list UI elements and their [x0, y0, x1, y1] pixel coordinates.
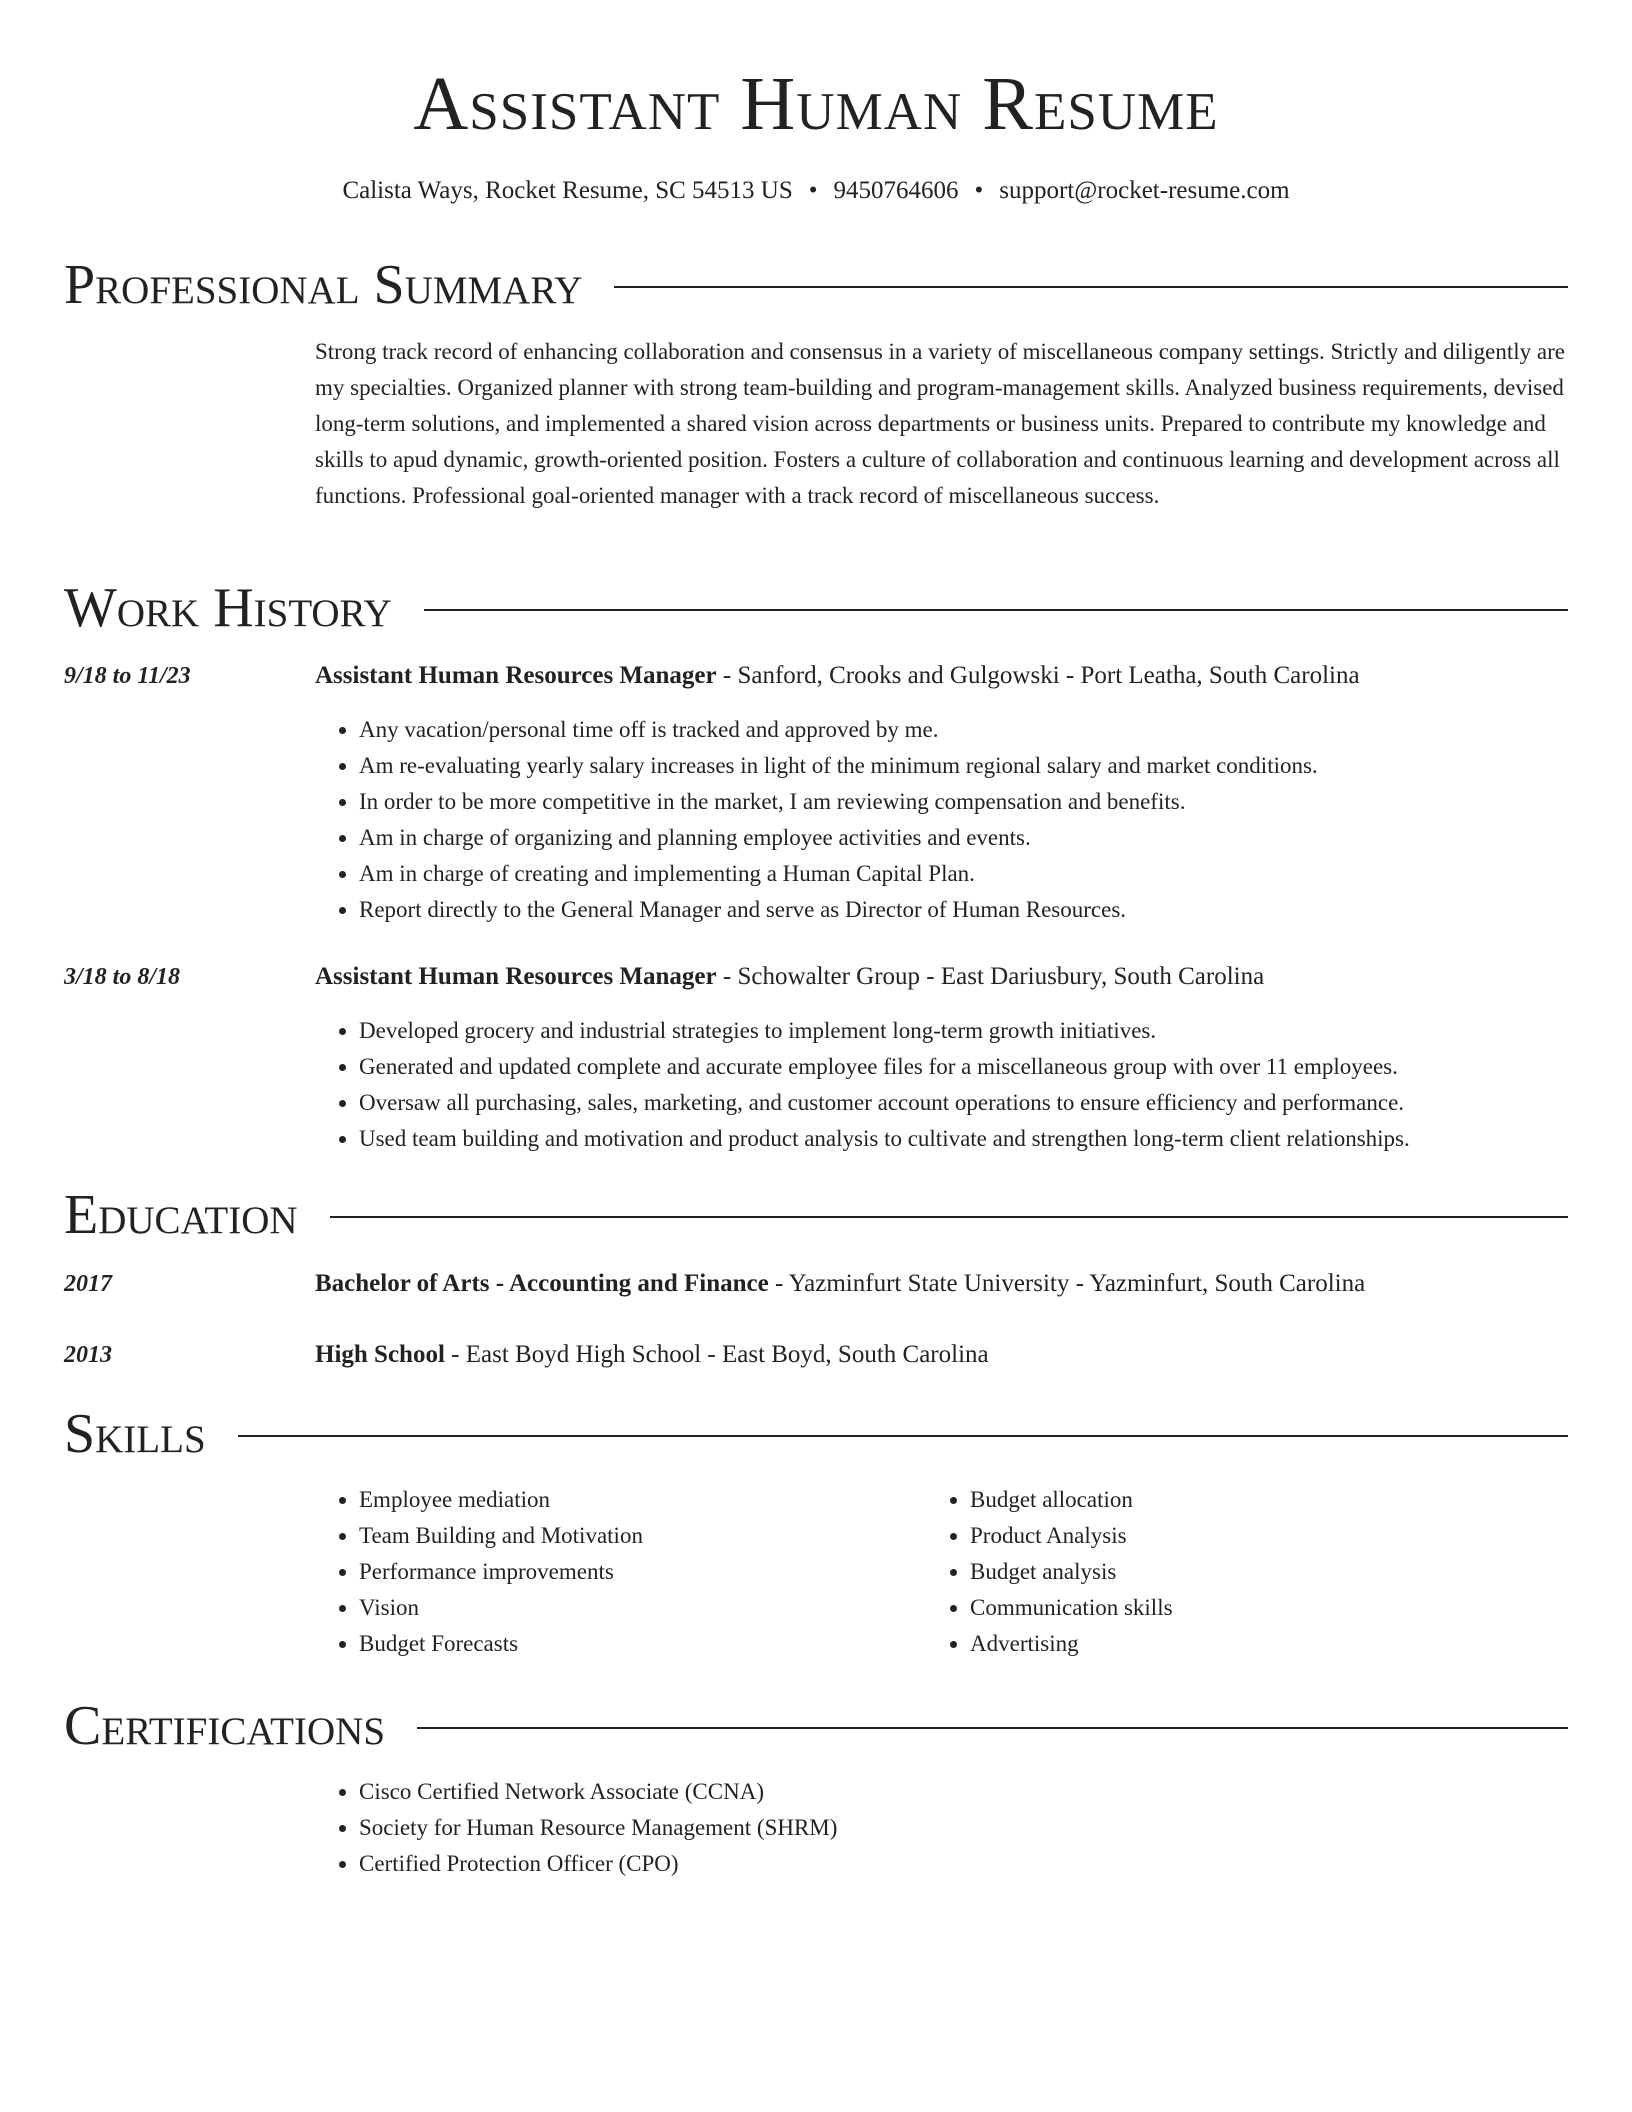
list-item: • Am re-evaluating yearly salary increases in light of the minimum regional salary and market conditions. — [359, 748, 1318, 784]
list-item: • Oversaw all purchasing, sales, marketing, and customer account operations to ensure efficiency and performance. — [359, 1085, 1410, 1121]
job-2-bullets — [315, 1013, 1410, 1157]
job-2-heading — [315, 961, 1570, 993]
education-2-year: 2013 — [64, 1342, 112, 1368]
certification-item: • Certified Protection Officer (CPO) — [359, 1846, 837, 1882]
summary-section-header — [64, 253, 1568, 317]
contact-line — [0, 175, 1632, 207]
job-2-details: - Schowalter Group - East Dariusbury, South Carolina — [716, 963, 1265, 990]
education-1-details: - Yazminfurt State University - Yazminfurt, South Carolina — [768, 1270, 1366, 1297]
education-2-details: - East Boyd High School - East Boyd, South Carolina — [444, 1341, 989, 1368]
skill-item: • Advertising — [970, 1626, 1173, 1662]
section-divider — [417, 1727, 1568, 1729]
job-1-title: Assistant Human Resources Manager — [315, 662, 717, 689]
work-heading: Work History — [64, 577, 392, 639]
skills-right-list — [926, 1482, 1173, 1662]
job-2-title: Assistant Human Resources Manager — [315, 963, 717, 990]
resume-title: Assistant Human Resume — [413, 62, 1219, 146]
summary-text: Strong track record of enhancing collaboration and consensus in a variety of miscellaneous company settings. Strictly and diligently are my specialties. Organized planner with strong team-building and program-management skills. Analyzed business requirements, devised long-term solutions, and implemented a shared vision across departments or business units. Prepared to contribute my knowledge and skills to apud dynamic, growth-oriented position. Fosters a culture of collaboration and continuous learning and development across all functions. Professional goal-oriented manager with a track record of miscellaneous success. — [315, 339, 1565, 508]
skill-item: • Budget allocation — [970, 1482, 1173, 1518]
education-1-heading — [315, 1268, 1570, 1300]
contact-phone: 9450764606 — [833, 177, 959, 204]
certifications-heading: Certifications — [64, 1695, 386, 1757]
skills-heading: Skills — [64, 1403, 206, 1465]
list-item: • Report directly to the General Manager and serve as Director of Human Resources. — [359, 892, 1318, 928]
certification-item: • Society for Human Resource Management (SHRM) — [359, 1810, 837, 1846]
list-item: • In order to be more competitive in the market, I am reviewing compensation and benefits. — [359, 784, 1318, 820]
skill-item: • Employee mediation — [359, 1482, 643, 1518]
contact-address: Calista Ways, Rocket Resume, SC 54513 US — [342, 177, 793, 204]
certification-item: • Cisco Certified Network Associate (CCNA) — [359, 1774, 837, 1810]
skill-item: • Team Building and Motivation — [359, 1518, 643, 1554]
education-1-year: 2017 — [64, 1271, 112, 1297]
list-item: • Used team building and motivation and product analysis to cultivate and strengthen long-term client relationships. — [359, 1121, 1410, 1157]
skill-item: • Budget Forecasts — [359, 1626, 643, 1662]
education-2-degree: High School — [315, 1341, 445, 1368]
work-section-header — [64, 576, 1568, 640]
certifications-section-header — [64, 1694, 1568, 1758]
contact-separator: • — [808, 177, 818, 204]
summary-heading: Professional Summary — [64, 254, 583, 316]
education-2-heading — [315, 1339, 1570, 1371]
education-1-degree: Bachelor of Arts - Accounting and Finance — [315, 1270, 769, 1297]
list-item: • Developed grocery and industrial strategies to implement long-term growth initiatives. — [359, 1013, 1410, 1049]
contact-email: support@rocket-resume.com — [999, 177, 1290, 204]
education-heading: Education — [64, 1184, 298, 1246]
job-2-dates: 3/18 to 8/18 — [64, 964, 181, 990]
list-item: • Am in charge of organizing and planning employee activities and events. — [359, 820, 1318, 856]
list-item: • Generated and updated complete and accurate employee files for a miscellaneous group with over 11 employees. — [359, 1049, 1410, 1085]
list-item: • Any vacation/personal time off is tracked and approved by me. — [359, 712, 1318, 748]
skill-item: • Product Analysis — [970, 1518, 1173, 1554]
skill-item: • Communication skills — [970, 1590, 1173, 1626]
education-section-header — [64, 1183, 1568, 1247]
skill-item: • Vision — [359, 1590, 643, 1626]
contact-separator: • — [974, 177, 984, 204]
section-divider — [614, 286, 1568, 288]
list-item: • Am in charge of creating and implementing a Human Capital Plan. — [359, 856, 1318, 892]
job-1-details: - Sanford, Crooks and Gulgowski - Port Leatha, South Carolina — [716, 662, 1360, 689]
skills-section-header — [64, 1402, 1568, 1466]
skill-item: • Performance improvements — [359, 1554, 643, 1590]
section-divider — [238, 1435, 1568, 1437]
skill-item: • Budget analysis — [970, 1554, 1173, 1590]
section-divider — [424, 609, 1568, 611]
job-1-heading — [315, 660, 1570, 692]
skills-left-list — [315, 1482, 643, 1662]
section-divider — [330, 1216, 1568, 1218]
job-1-dates: 9/18 to 11/23 — [64, 663, 191, 689]
certifications-list — [315, 1774, 837, 1882]
job-1-bullets — [315, 712, 1318, 928]
